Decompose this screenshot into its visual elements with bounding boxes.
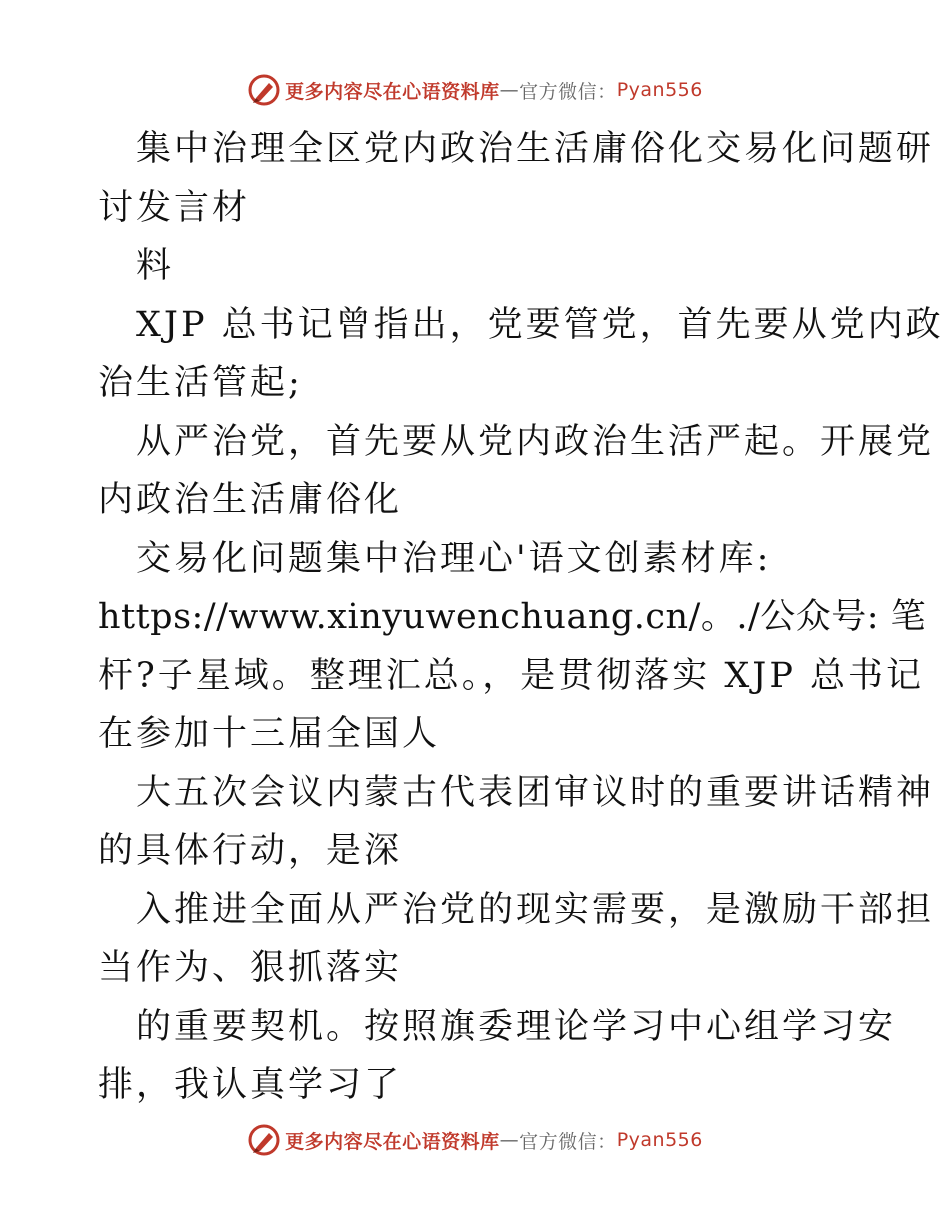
watermark-separator: — xyxy=(499,1129,520,1151)
watermark-site: 更多内容尽在心语资料库 xyxy=(285,1130,500,1153)
body-line: 当作为、狠抓落实 xyxy=(98,948,403,988)
body-line: 在参加十三届全国人 xyxy=(98,714,441,754)
body-line: 从严治党，首先要从党内政治生活严起。开展党 xyxy=(136,421,935,462)
watermark-separator: — xyxy=(499,79,520,101)
body-line-url: https://www.xinyuwenchuang.cn/。./公众号: 笔 xyxy=(98,597,927,637)
body-line: 大五次会议内蒙古代表团审议时的重要讲话精神 xyxy=(136,772,935,813)
body-line: 交易化问题集中治理心'语文创素材库: xyxy=(136,538,772,579)
footer-watermark xyxy=(0,1120,950,1160)
watermark-site: 更多内容尽在心语资料库 xyxy=(285,80,500,103)
body-line: XJP 总书记曾指出，党要管党，首先要从党内政 xyxy=(136,304,944,345)
pen-nib-icon xyxy=(247,1123,281,1157)
body-line: 治生活管起; xyxy=(98,363,303,403)
body-line: 集中治理全区党内政治生活庸俗化交易化问题研 xyxy=(136,129,935,169)
watermark-handle: Pyan556 xyxy=(616,1129,703,1151)
watermark-contact-label: 官方微信： xyxy=(519,80,617,103)
body-line: 的具体行动，是深 xyxy=(98,831,403,871)
body-line: 的重要契机。按照旗委理论学习中心组学习安 xyxy=(136,1006,897,1047)
pen-nib-icon xyxy=(247,73,281,107)
body-line: 料 xyxy=(136,246,175,286)
body-line: 排，我认真学习了 xyxy=(98,1065,403,1105)
body-line: 入推进全面从严治党的现实需要，是激励干部担 xyxy=(136,889,935,930)
watermark-contact-label: 官方微信： xyxy=(519,1130,617,1153)
body-line: 杆?子星域。整理汇总。，是贯彻落实 XJP 总书记 xyxy=(98,655,925,696)
header-watermark xyxy=(0,70,950,110)
document-body xyxy=(98,120,944,1115)
watermark-handle: Pyan556 xyxy=(616,79,703,101)
body-line: 讨发言材 xyxy=(98,187,251,228)
body-line: 内政治生活庸俗化 xyxy=(98,480,403,520)
